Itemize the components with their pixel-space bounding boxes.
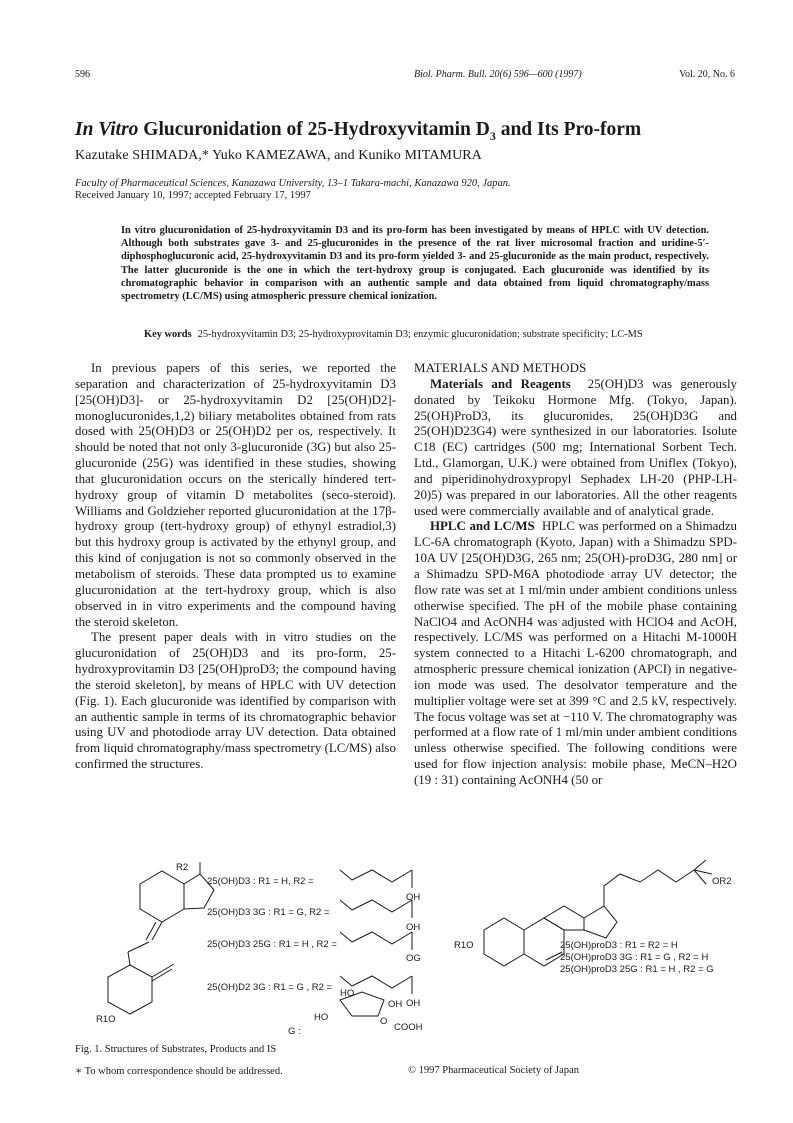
abstract: In vitro glucuronidation of 25-hydroxyvitamin D3 and its pro-form has been investigated by means of HPLC with UV detection. Although both substrates gave 3- and 25-glucuronides in the presence of the rat liver microsomal fraction and uridine-5′-diphosphoglucuronic acid, 25-hydroxyvitamin D3 and its pro-form yielded 3- and 25-glucuronide as the main product, respectively. The latter glucuronide is the one in which the tert-hydroxy group is conjugated. Each glucuronide was identified by its chromatographic behavior in comparison with an authentic sample and data obtained from liquid chromatography/mass spectrometry (LC/MS) using atmospheric pressure chemical ionization. (121, 225, 709, 303)
left-column (75, 361, 396, 773)
ring-a-right (484, 918, 524, 966)
og-label: OG (406, 953, 421, 964)
paper-title: In Vitro Glucuronidation of 25-Hydroxyvitamin $D_3$ and Its Pro-form (75, 119, 642, 143)
keywords (144, 329, 643, 340)
ring-d-right (584, 906, 617, 938)
label-r1o-right: R1O (454, 940, 474, 951)
section-title: MATERIALS AND METHODS (414, 361, 587, 375)
copyright: © 1997 Pharmaceutical Society of Japan (408, 1065, 579, 1076)
oh-label-2: OH (406, 922, 421, 933)
pro-row-3: 25(OH)proD3 25G : R1 = H , R2 = G (560, 964, 714, 975)
hplc-paragraph: HPLC and LC/MS HPLC was performed on a Shimadzu LC-6A chromatograph (Kyoto, Japan) with a Shimadzu SPD-10A UV [25(OH)D3G, 265 nm; 25(OH)-proD3G, 280 nm] or a Shimadzu SPD-M6A photodiode array UV detector; the flow rate was set at 1 ml/min under ambient conditions unless otherwise specified. The pH of the mobile phase containing NaClO4 and AcONH4 was adjusted with HClO4 and AcOH, respectively. LC/MS was performed on a Hitachi M-1000H system connected to a Hitachi L-6200 chromatograph, and atmospheric pressure chemical ionization (APCI) in negative-ion mode was used. The desolvator temperature and the multiplier voltage were set at 399 °C and 2.5 kV, respectively. The focus voltage was set at −110 V. The chromatography was performed at a flow rate of 1 ml/min under ambient conditions unless otherwise specified. The following conditions were used for flow injection analysis: mobile phase, MeCN–H2O (19 : 31) containing AcONH4 (50 or (414, 519, 737, 787)
figure-caption: Fig. 1. Structures of Substrates, Products and IS (75, 1044, 277, 1055)
affiliation: Faculty of Pharmaceutical Sciences, Kanazawa University, 13–1 Takara-machi, Kanazawa 920, Japan. (75, 178, 511, 189)
ring-a (108, 965, 152, 1014)
g-ho-top: HO (340, 988, 355, 999)
pro-row-2: 25(OH)proD3 3G : R1 = G , R2 = H (560, 952, 709, 963)
ring-c-right (544, 906, 584, 930)
ring-b-right (524, 918, 564, 966)
journal-citation: Biol. Pharm. Bull. 20(6) 596—600 (1997) (414, 69, 582, 80)
row-25ohd3: 25(OH)D3 : R1 = H, R2 = (207, 876, 314, 887)
row-25ohd2-3g: 25(OH)D2 3G : R1 = G , R2 = (207, 982, 333, 993)
authors: Kazutake SHIMADA,* Yuko KAMEZAWA, and Kuniko MITAMURA (75, 148, 482, 163)
oh-label-1: OH (406, 892, 421, 903)
g-oh: OH (388, 999, 403, 1010)
intro-paragraph-1: In previous papers of this series, we reported the separation and characterization of 25-hydroxyvitamin D3 [25(OH)D3]- or 25-hydroxyvitamin D2 [25(OH)D2]-monoglucuronides,1,2) biliary metabolites obtained from rats dosed with 25(OH)D3 or 25(OH)D2 per os, respectively. It should be noted that not only 3-glucuronide (3G) but also 25-glucuronide (25G) was identified in these studies, showing that glucuronidation occurs on the sterically hindered tert-hydroxy group of vitamin D metabolites (seco-steroid). Williams and Goldzieher reported glucuronidation at the 17β-hydroxy group (tert-hydroxy group) of ethynyl estradiol,3) but this hydroxy group is activated by the ethynyl group, and this kind of conjugation is not so commonly observed in the metabolism of steroids. These data prompted us to examine glucuronidation at the tert-hydroxy group, which is also observed in in vitro experiments and the compound having the steroid skeleton. (75, 361, 396, 629)
keywords-label: Key words (144, 329, 192, 340)
ring-c (140, 871, 184, 922)
intro-paragraph-2: The present paper deals with in vitro studies on the glucuronidation of 25(OH)D3 and its pro-form, 25-hydroxyprovitamin D3 [25(OH)proD3; the compound having the steroid skeleton], by means of HPLC with UV detection (Fig. 1). Each glucuronide was identified by comparison with an authentic sample in terms of its chromatographic behavior using UV and photodiode array UV detection. Data obtained from liquid chromatography/mass spectrometry (LC/MS) also confirmed the structures. (75, 630, 396, 772)
footnote: ∗ To whom correspondence should be addressed. (75, 1066, 283, 1077)
row-25ohd3-3g: 25(OH)D3 3G : R1 = G, R2 = (207, 907, 330, 918)
g-o: O (380, 1016, 388, 1027)
row-25ohd3-25g: 25(OH)D3 25G : R1 = H , R2 = (207, 939, 337, 950)
keywords-text: 25-hydroxyvitamin D3; 25-hydroxyprovitamin D3; enzymic glucuronidation; substrate specificity; LC-MS (197, 329, 643, 340)
g-cooh: COOH (394, 1022, 423, 1033)
page-number: 596 (75, 69, 90, 80)
oh-label-3: OH (406, 998, 421, 1009)
g-label: G : (288, 1026, 301, 1037)
g-ho-left: HO (314, 1012, 329, 1023)
materials-paragraph: Materials and Reagents 25(OH)D3 was generously donated by Teikoku Hormone Mfg. (Tokyo, Japan). 25(OH)ProD3, its glucuronides, 25(OH)D3G and 25(OH)D23G4) were synthesized in our laboratories. Isolute C18 (EC) cartridges (500 mg; International Sorbent Tech. Ltd., Glamorgan, U.K.) were obtained from Uniflex (Tokyo), and piperidinohydroxypropyl Sephadex LH-20 (PHP-LH-20)5) was prepared in our laboratories. All the other reagents used were commercially available and of analytical grade. (414, 376, 737, 518)
pro-row-1: 25(OH)proD3 : R1 = R2 = H (560, 940, 678, 951)
figure-1-structures (0, 860, 793, 1042)
right-column (414, 361, 737, 789)
label-r1o-left: R1O (96, 1014, 116, 1025)
label-r2: R2 (176, 862, 189, 873)
received-dates: Received January 10, 1997; accepted February 17, 1997 (75, 190, 311, 201)
label-or2: OR2 (712, 876, 732, 887)
volume-label: Vol. 20, No. 6 (679, 69, 735, 80)
